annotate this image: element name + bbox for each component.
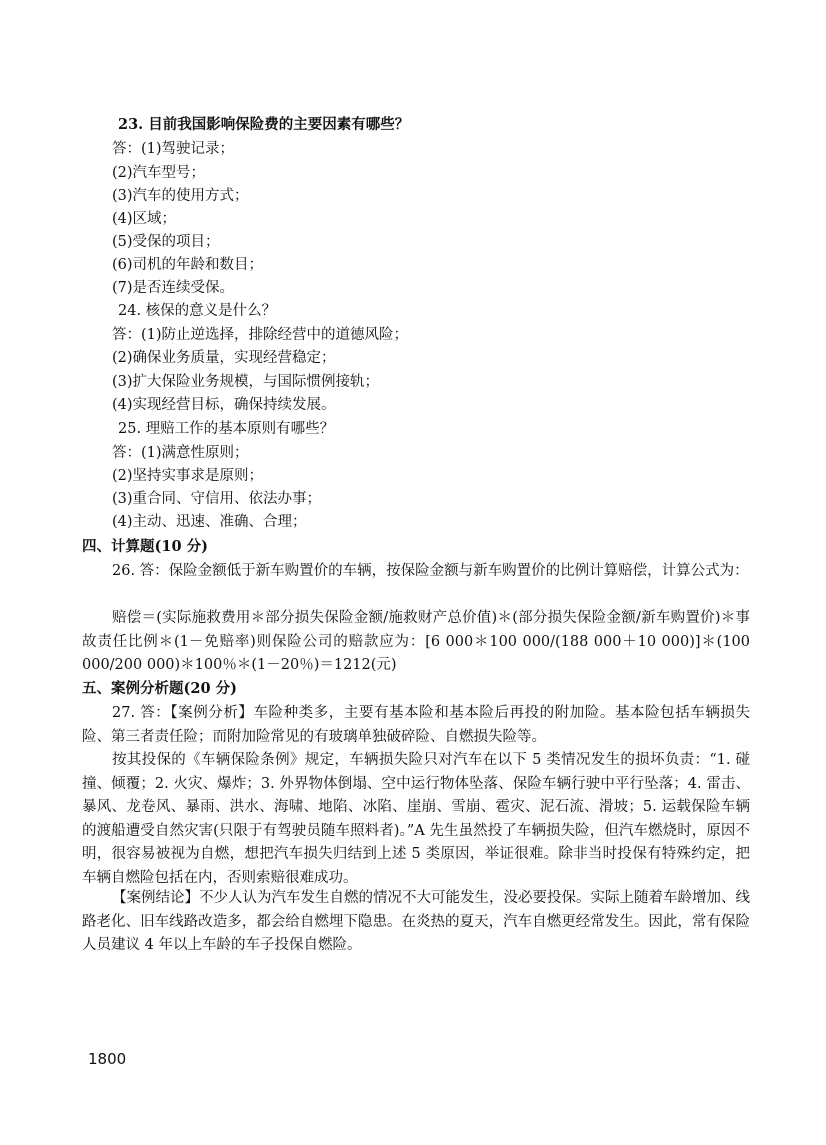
section-5-title: 五、案例分析题(20 分) xyxy=(82,680,237,697)
page-number: 1800 xyxy=(88,1050,127,1068)
section-5-paragraph-2: 按其投保的《车辆保险条例》规定，车辆损失险只对汽车在以下 5 类情况发生的损坏负责：“1. 碰撞、倾覆；2. 火灾、爆炸；3. 外界物体倒塌、空中运行物体坠落、保险车辆行驶中平行坠落；4. 雷击、暴风、龙卷风、暴雨、洪水、海啸、地陷、冰陷、崖崩、雪崩、雹灾、泥石流、滑坡；5. 运载保险车辆的渡船遭受自然灾害(只限于有驾驶员随车照料者)。”A 先生虽然投了车辆损失险，但汽车燃烧时，原因不明，很容易被视为自燃，想把汽车损失归结到上述 5 类原因，举证很难。除非当时投保有特殊约定，把车辆自燃险包括在内，否则索赔很难成功。 xyxy=(82,752,750,886)
question-23: 23. 目前我国影响保险费的主要因素有哪些？ xyxy=(118,116,410,133)
answer-25-1: 答：(1)满意性原则； xyxy=(112,445,249,461)
answer-24-4: (4)实现经营目标，确保持续发展。 xyxy=(112,397,336,413)
question-25: 25. 理赔工作的基本原则有哪些？ xyxy=(118,421,335,437)
answer-24-2: (2)确保业务质量，实现经营稳定； xyxy=(112,350,336,366)
answer-24-3: (3)扩大保险业务规模，与国际惯例接轨； xyxy=(112,374,380,390)
answer-25-2: (2)坚持实事求是原则； xyxy=(112,468,264,484)
answer-23-1: 答：(1)驾驶记录； xyxy=(112,141,235,157)
answer-24-1: 答：(1)防止逆选择，排除经营中的道德风险； xyxy=(112,327,409,343)
answer-23-5: (5)受保的项目； xyxy=(112,234,220,250)
section-5-paragraph-3: 【案例结论】不少人认为汽车发生自燃的情况不大可能发生，没必要投保。实际上随着车龄增加、线路老化、旧车线路改造多，都会给自燃埋下隐患。在炎热的夏天，汽车自燃更经常发生。因此，常有保险人员建议 4 年以上车龄的车子投保自燃险。 xyxy=(82,890,750,953)
question-24: 24. 核保的意义是什么？ xyxy=(118,303,277,319)
answer-25-3: (3)重合同、守信用、依法办事； xyxy=(112,491,322,507)
section-4-paragraph-1: 26. 答：保险金额低于新车购置价的车辆，按保险金额与新车购置价的比例计算赔偿，计算公式为： xyxy=(112,563,749,579)
section-5-paragraph-1: 27. 答：【案例分析】车险种类多，主要有基本险和基本险后再投的附加险。基本险包括车辆损失险、第三者责任险；而附加险常见的有玻璃单独破碎险、自燃损失险等。 xyxy=(82,705,750,745)
answer-23-6: (6)司机的年龄和数目； xyxy=(112,257,264,273)
section-4-title: 四、计算题(10 分) xyxy=(82,538,208,555)
answer-23-7: (7)是否连续受保。 xyxy=(112,280,235,296)
section-4-paragraph-2: 赔偿＝(实际施救费用＊部分损失保险金额/施救财产总价值)＊(部分损失保险金额/新车购置价)＊事故责任比例＊(1－免赔率)则保险公司的赔款应为：[6 000＊100 000/(188 000＋10 000)]＊(100 000/200 000)＊100％＊(1－20％)＝1212(元) xyxy=(82,610,750,673)
answer-25-4: (4)主动、迅速、准确、合理； xyxy=(112,514,307,530)
answer-23-3: (3)汽车的使用方式； xyxy=(112,188,249,204)
answer-23-2: (2)汽车型号； xyxy=(112,165,206,181)
answer-23-4: (4)区域； xyxy=(112,211,177,227)
